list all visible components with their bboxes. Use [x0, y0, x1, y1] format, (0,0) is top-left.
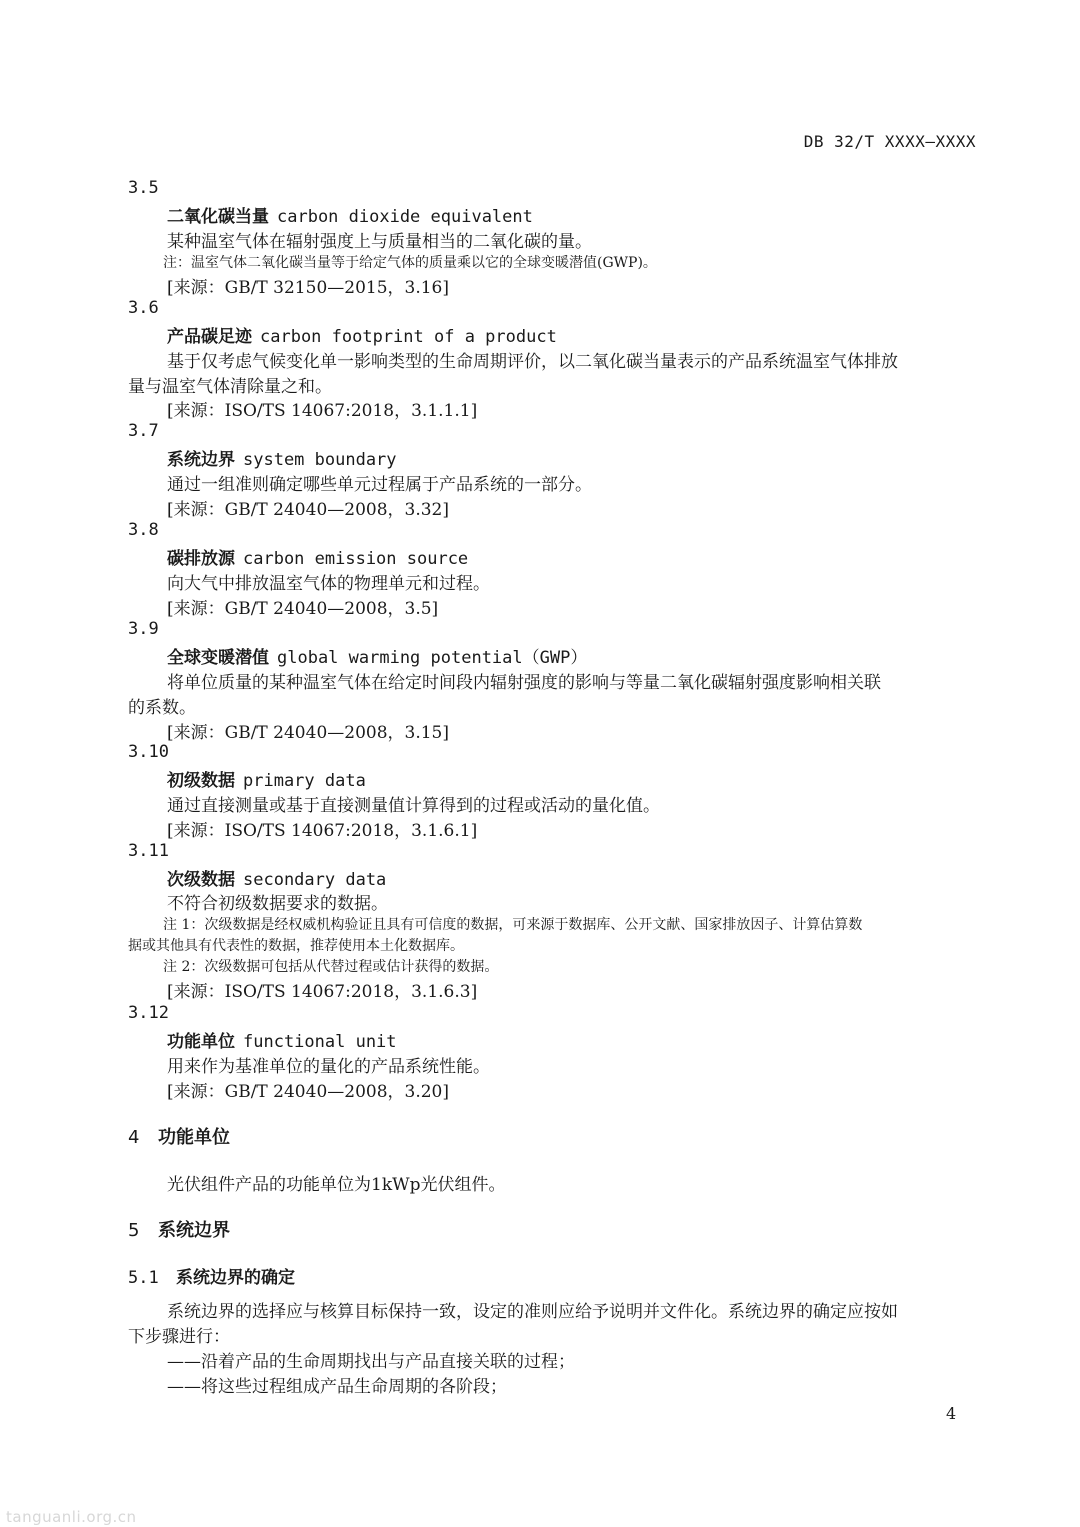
term-title-zh: 产品碳足迹 [167, 327, 252, 347]
term-definition: 某种温室气体在辐射强度上与质量相当的二氧化碳的量。 [167, 232, 592, 252]
term-note-continued: 据或其他具有代表性的数据，推荐使用本土化数据库。 [128, 938, 464, 954]
subsection-title: 系统边界的确定 [176, 1268, 295, 1288]
term-definition: 不符合初级数据要求的数据。 [167, 894, 388, 914]
term-title [167, 544, 468, 569]
section-paragraph: 系统边界的选择应与核算目标保持一致，设定的准则应给予说明并文件化。系统边界的确定应按如 [167, 1302, 898, 1322]
term-title-en: system boundary [243, 450, 397, 470]
term-source: [来源：GB/T 24040—2008，3.32] [167, 500, 450, 520]
subsection-heading [128, 1263, 295, 1288]
term-title-zh: 碳排放源 [167, 549, 235, 569]
term-title-zh: 次级数据 [167, 870, 235, 890]
term-title [167, 202, 533, 227]
term-note: 注 1：次级数据是经权威机构验证且具有可信度的数据，可来源于数据库、公开文献、国家排放因子、计算估算数 [163, 917, 863, 933]
section-heading [128, 1216, 230, 1242]
term-definition: 用来作为基准单位的量化的产品系统性能。 [167, 1057, 490, 1077]
page-number: 4 [946, 1404, 957, 1423]
section-title: 系统边界 [158, 1220, 230, 1241]
term-source: [来源：ISO/TS 14067:2018，3.1.1.1] [167, 401, 478, 421]
term-definition-continued: 的系数。 [128, 698, 196, 718]
term-title [167, 322, 557, 347]
term-number: 3.7 [128, 421, 159, 441]
term-number: 3.5 [128, 178, 159, 198]
list-item: ——沿着产品的生命周期找出与产品直接关联的过程； [167, 1352, 575, 1372]
term-note: 注：温室气体二氧化碳当量等于给定气体的质量乘以它的全球变暖潜值(GWP)。 [163, 255, 657, 271]
term-number: 3.12 [128, 1003, 169, 1023]
term-title-zh: 全球变暖潜值 [167, 648, 269, 668]
term-title-en: functional unit [243, 1032, 397, 1052]
section-paragraph: 光伏组件产品的功能单位为1kWp光伏组件。 [167, 1175, 506, 1195]
term-number: 3.10 [128, 742, 169, 762]
term-title-zh: 系统边界 [167, 450, 235, 470]
document-code-header: DB 32/T XXXX—XXXX [803, 132, 976, 151]
term-source: [来源：GB/T 24040—2008，3.15] [167, 723, 450, 743]
term-title-zh: 功能单位 [167, 1032, 235, 1052]
term-title [167, 865, 386, 890]
term-source: [来源：GB/T 24040—2008，3.20] [167, 1082, 450, 1102]
term-title-en: secondary data [243, 870, 387, 890]
term-number: 3.8 [128, 520, 159, 540]
term-source: [来源：ISO/TS 14067:2018，3.1.6.3] [167, 982, 478, 1002]
term-title [167, 445, 397, 470]
term-note: 注 2：次级数据可包括从代替过程或估计获得的数据。 [163, 959, 499, 975]
term-number: 3.9 [128, 619, 159, 639]
term-number: 3.6 [128, 298, 159, 318]
subsection-number: 5.1 [128, 1268, 159, 1288]
term-title-zh: 初级数据 [167, 771, 235, 791]
term-definition-continued: 量与温室气体清除量之和。 [128, 377, 332, 397]
term-title-en: global warming potential（GWP） [277, 648, 588, 668]
term-title-en: carbon dioxide equivalent [277, 207, 533, 227]
section-title: 功能单位 [158, 1127, 230, 1148]
section-number: 4 [128, 1127, 140, 1148]
term-definition: 通过直接测量或基于直接测量值计算得到的过程或活动的量化值。 [167, 796, 660, 816]
term-source: [来源：GB/T 32150—2015，3.16] [167, 278, 450, 298]
term-title-zh: 二氧化碳当量 [167, 207, 269, 227]
term-title [167, 643, 587, 668]
list-item: ——将这些过程组成产品生命周期的各阶段； [167, 1377, 507, 1397]
term-number: 3.11 [128, 841, 169, 861]
term-definition: 将单位质量的某种温室气体在给定时间段内辐射强度的影响与等量二氧化碳辐射强度影响相关联 [167, 673, 881, 693]
term-definition: 向大气中排放温室气体的物理单元和过程。 [167, 574, 490, 594]
section-heading [128, 1123, 230, 1149]
section-number: 5 [128, 1220, 140, 1241]
term-title-en: primary data [243, 771, 366, 791]
term-title [167, 766, 366, 791]
term-title-en: carbon emission source [243, 549, 469, 569]
term-definition: 通过一组准则确定哪些单元过程属于产品系统的一部分。 [167, 475, 592, 495]
watermark: tanguanli.org.cn [6, 1508, 137, 1526]
term-source: [来源：ISO/TS 14067:2018，3.1.6.1] [167, 821, 478, 841]
term-source: [来源：GB/T 24040—2008，3.5] [167, 599, 439, 619]
term-title [167, 1027, 397, 1052]
section-paragraph-continued: 下步骤进行： [128, 1327, 230, 1347]
term-title-en: carbon footprint of a product [260, 327, 557, 347]
term-definition: 基于仅考虑气候变化单一影响类型的生命周期评价，以二氧化碳当量表示的产品系统温室气体排放 [167, 352, 898, 372]
